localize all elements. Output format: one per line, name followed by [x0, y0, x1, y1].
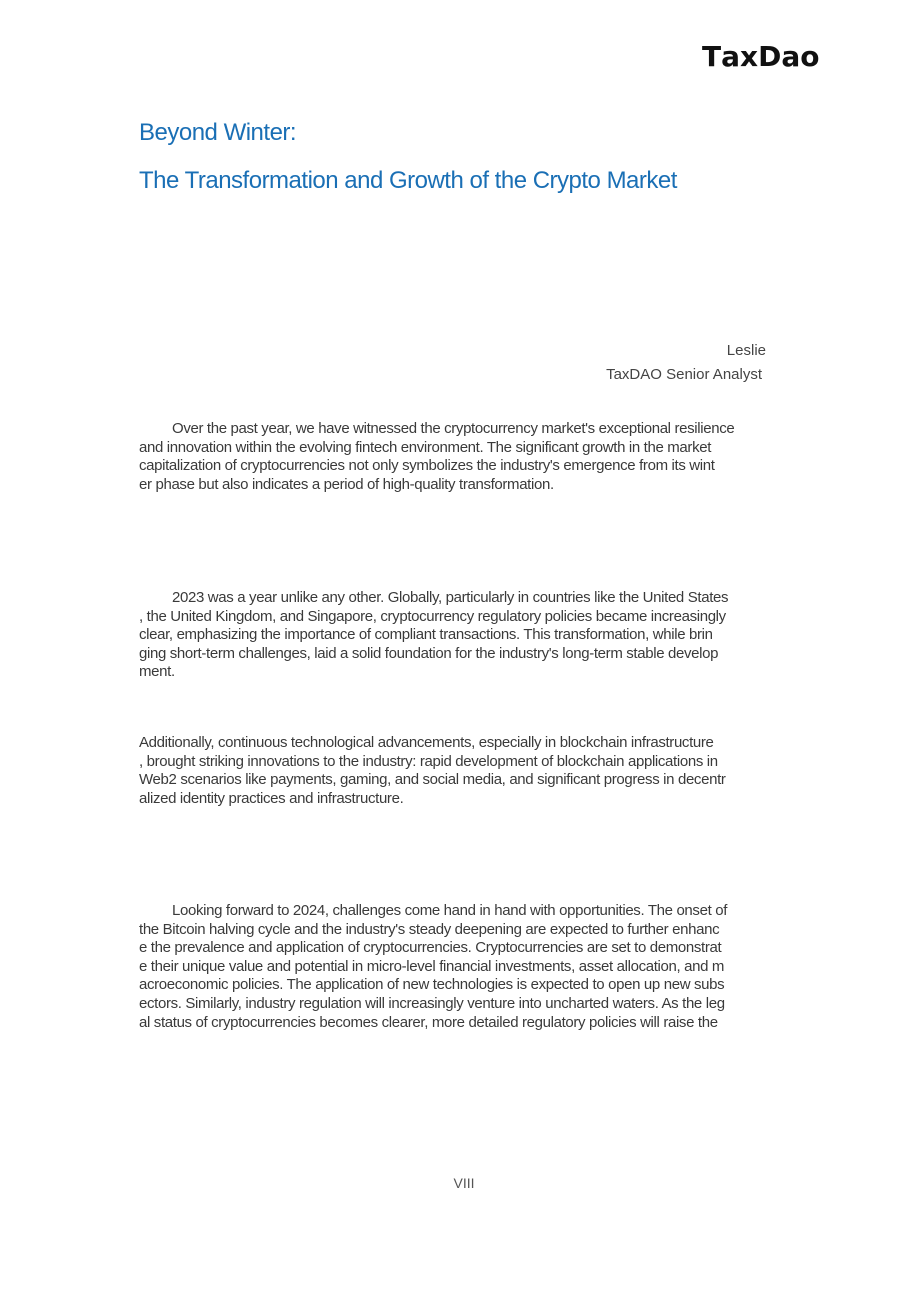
logo-text-a1: a: [721, 40, 741, 73]
paragraph-line: ging short-term challenges, laid a solid foundation for the industry's long-term stable develop: [139, 644, 719, 662]
document-title-line-2: The Transformation and Growth of the Crypto Market: [139, 167, 677, 194]
paragraph-1: [139, 420, 779, 494]
paragraph-line: clear, emphasizing the importance of compliant transactions. This transformation, while brin: [139, 626, 713, 644]
paragraph-line: 2023 was a year unlike any other. Globally, particularly in countries like the United States: [172, 589, 729, 606]
paragraph-line: e the prevalence and application of cryptocurrencies. Cryptocurrencies are set to demonstrat: [139, 939, 722, 957]
paragraph-line: acroeconomic policies. The application of new technologies is expected to open up new subs: [139, 976, 725, 994]
paragraph-line: al status of cryptocurrencies becomes clearer, more detailed regulatory policies will raise the: [139, 1013, 718, 1031]
logo-text-t: T: [702, 40, 722, 73]
taxdao-logo: [702, 42, 819, 72]
paragraph-line: Over the past year, we have witnessed the cryptocurrency market's exceptional resilience: [172, 420, 735, 437]
paragraph-line: capitalization of cryptocurrencies not only symbolizes the industry's emergence from its wint: [139, 457, 715, 475]
paragraph-line: Additionally, continuous technological advancements, especially in blockchain infrastructure: [139, 734, 714, 751]
paragraph-line: and innovation within the evolving fintech environment. The significant growth in the market: [139, 438, 712, 456]
paragraph-line: e their unique value and potential in micro-level financial investments, asset allocation, and m: [139, 957, 725, 975]
paragraph-line: alized identity practices and infrastructure.: [139, 789, 404, 807]
paragraph-line: Looking forward to 2024, challenges come hand in hand with opportunities. The onset of: [172, 902, 728, 919]
paragraph-line: ectors. Similarly, industry regulation will increasingly venture into uncharted waters. As the leg: [139, 994, 725, 1012]
paragraph-line: , the United Kingdom, and Singapore, cryptocurrency regulatory policies became increasingly: [139, 607, 726, 625]
author-role: TaxDAO Senior Analyst: [606, 366, 762, 383]
document-title-line-1: Beyond Winter:: [139, 119, 297, 146]
paragraph-line: , brought striking innovations to the industry: rapid development of blockchain applications in: [139, 752, 718, 770]
logo-text-xd: xD: [740, 40, 782, 73]
logo-text-o: o: [800, 40, 820, 73]
paragraph-4: [139, 902, 779, 1032]
paragraph-line: the Bitcoin halving cycle and the industry's steady deepening are expected to further enhanc: [139, 920, 720, 938]
paragraph-3: [139, 734, 779, 808]
page-number: VIII: [453, 1175, 475, 1191]
paragraph-2: [139, 589, 779, 682]
paragraph-line: er phase but also indicates a period of high-quality transformation.: [139, 475, 554, 493]
logo-text-a2: a: [781, 40, 801, 73]
paragraph-line: Web2 scenarios like payments, gaming, and social media, and significant progress in decentr: [139, 771, 726, 789]
paragraph-line: ment.: [139, 663, 175, 681]
author-name: Leslie: [726, 342, 766, 359]
